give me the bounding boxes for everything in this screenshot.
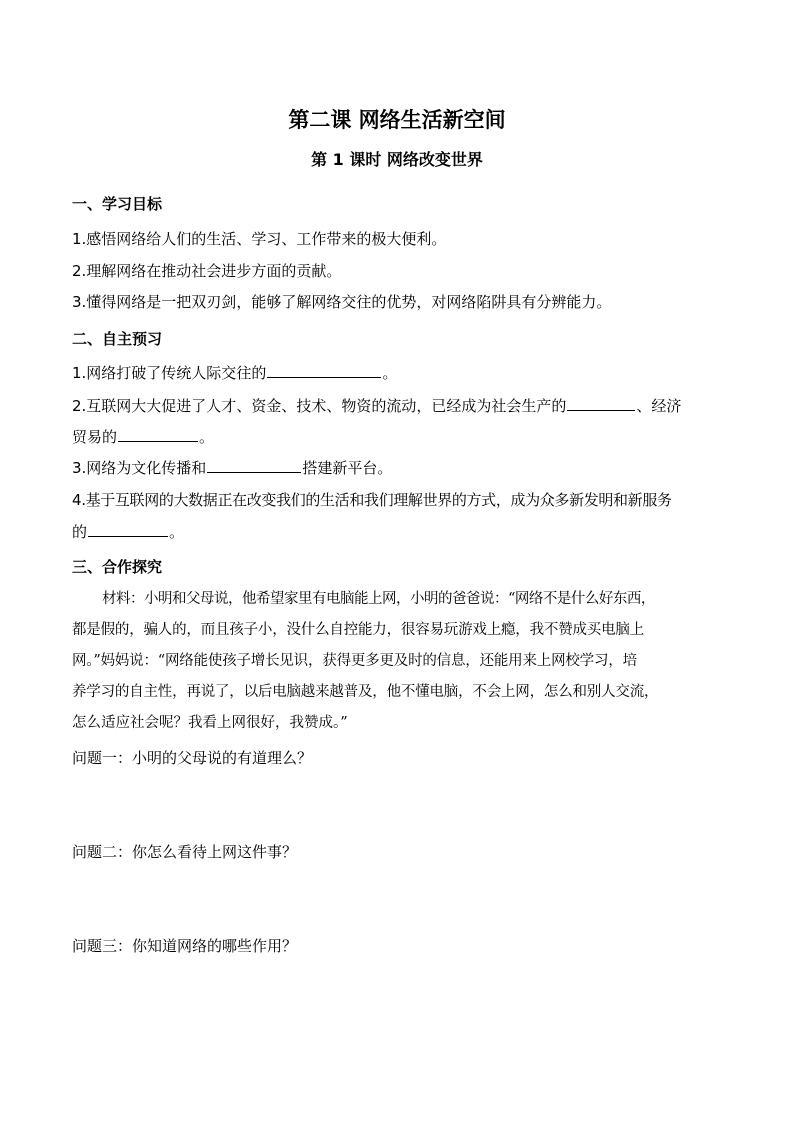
preview-question-2-line2 <box>72 426 214 447</box>
goal-item-2: 2.理解网络在推动社会进步方面的贡献。 <box>72 262 342 280</box>
material-line-2: 都是假的，骗人的，而且孩子小，没什么自控能力，很容易玩游戏上瘾，我不赞成买电脑上 <box>72 622 644 638</box>
material-line-3: 网。”妈妈说：“网络能使孩子增长见识，获得更多更及时的信息，还能用来上网校学习，培 <box>72 653 637 669</box>
preview-question-4-line2-text: 的 <box>72 523 88 541</box>
material-line-4: 养学习的自主性，再说了，以后电脑越来越普及，他不懂电脑，不会上网，怎么和别人交流， <box>72 684 659 700</box>
preview-question-4: 4.基于互联网的大数据正在改变我们的生活和我们理解世界的方式，成为众多新发明和新服务 <box>72 491 672 509</box>
preview-question-2-line2-end: 。 <box>199 428 215 446</box>
fill-blank-1[interactable] <box>267 362 381 378</box>
goal-item-3: 3.懂得网络是一把双刃剑，能够了解网络交往的优势，对网络陷阱具有分辨能力。 <box>72 293 612 311</box>
fill-blank-2[interactable] <box>567 395 635 411</box>
section-heading-preview: 二、自主预习 <box>72 330 163 348</box>
material-line-1: 材料：小明和父母说，他希望家里有电脑能上网，小明的爸爸说：“网络不是什么好东西， <box>102 591 655 607</box>
material-line-5: 怎么适应社会呢？我看上网很好，我赞成。” <box>72 715 348 731</box>
preview-question-1-end: 。 <box>382 364 398 382</box>
preview-question-3 <box>72 457 392 478</box>
preview-question-2 <box>72 395 681 416</box>
preview-question-1-text: 1.网络打破了传统人际交往的 <box>72 364 267 382</box>
preview-question-4-line2-end: 。 <box>169 523 185 541</box>
section-heading-goals: 一、学习目标 <box>72 195 163 213</box>
section-heading-cooperate: 三、合作探究 <box>72 558 163 576</box>
fill-blank-5[interactable] <box>88 521 168 537</box>
preview-question-1 <box>72 362 397 383</box>
fill-blank-4[interactable] <box>207 457 301 473</box>
preview-question-2-mid: 、经济 <box>636 397 682 415</box>
goal-item-1: 1.感悟网络给人们的生活、学习、工作带来的极大便利。 <box>72 230 447 248</box>
preview-question-3-end: 搭建新平台。 <box>302 459 393 477</box>
discussion-question-1: 问题一：小明的父母说的有道理么？ <box>72 749 313 767</box>
preview-question-2-line2-text: 贸易的 <box>72 428 118 446</box>
fill-blank-3[interactable] <box>118 426 198 442</box>
lesson-title: 第二课 网络生活新空间 <box>288 108 506 132</box>
preview-question-3-text: 3.网络为文化传播和 <box>72 459 207 477</box>
lesson-subtitle: 第 1 课时 网络改变世界 <box>311 150 483 169</box>
discussion-question-3: 问题三：你知道网络的哪些作用？ <box>72 937 298 955</box>
discussion-question-2: 问题二：你怎么看待上网这件事？ <box>72 843 298 861</box>
preview-question-4-line2 <box>72 521 184 542</box>
preview-question-2-text: 2.互联网大大促进了人才、资金、技术、物资的流动，已经成为社会生产的 <box>72 397 567 415</box>
